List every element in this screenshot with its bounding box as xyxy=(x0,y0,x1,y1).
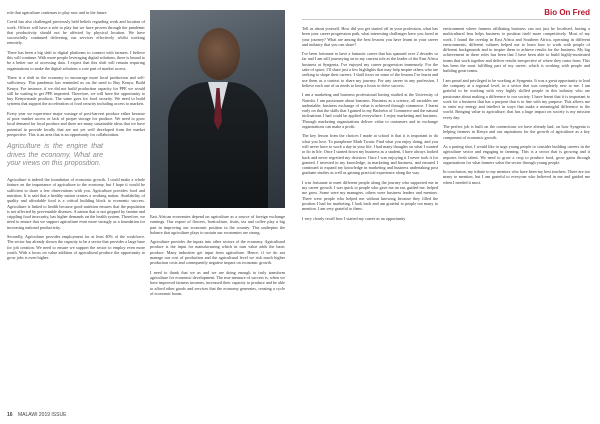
paragraph: I very clearly recall how I started my career as an opportunity xyxy=(302,215,406,221)
paragraph: Secondly, Agriculture provides employment for at least 40% of the workforce. The sector has already shown the capacity to be a sector that provides a large base for job creation. We need to ensure we support the sector to employ even more youth. With a focus on value addition of agricultural produce the opportunity to grow jobs is even higher. xyxy=(7,233,145,261)
pull-quote: Agriculture is the engine that drives the economy. What are your views on this proposition. xyxy=(7,143,103,168)
publication-name: MALAWI 2019 ISSUE xyxy=(17,412,67,418)
paragraph: In conclusion, my tribute to my mentors who have been my best teachers. There are too many to mention, but I am grateful to everyone who believed in me and guided me when I needed it most. xyxy=(443,169,590,185)
paragraph: environment where farmers affiliating business can not just be localised, having a multicultural lens helps business to position itself more competitively. Most of my work, I found the overlap in East Africa and Southern Africa, operating in different environments, different cultures helped me to learn how to work with people of different backgrounds and to inspire them to achieve results for the business. My big achievement in these roles has been that I have been able to build highly-motivated teams that work together and deliver results irrespective of where they come from. This has been the most fulfilling part of my career, which is working with people and building great teams. xyxy=(443,26,590,74)
paragraph: I've been fortunate to have a fantastic career that has spanned over 2 decades so far and I am still journeying on in my current role as the leader of the East Africa business at Syngenta. I've enjoyed my career progression immensely. For the sake of space, I'll share just a few highlights that may help inspire others who are seeking to shape their careers. I shall focus on some of the lessons I've learnt and use them as a context to share my journey. For any career in any profession, I believe each one of us needs to keep a focus to drive success. xyxy=(302,51,438,88)
page-footer xyxy=(7,412,66,418)
paragraph: I am a marketing and business professional having studied at the University of Nairobi. I am passionate about business. Business as a science, all variables are undeniable, business exchange of value is achieved through commerce. I learnt early on that the skills that I gained in my Bachelor of Commerce and the natural inclinations I had could be applied everywhere. I enjoy marketing and business. Through marketing organisations deliver value to customers and in exchange organisations can make a profit. xyxy=(302,92,438,130)
paragraph: Covid has also challenged previously held beliefs regarding work and location of work. Offices will have a role to play but we have proven through the pandemic that productivity should not be affected by physical location. We have successfully continued delivering our services effectively whilst working remotely. xyxy=(7,19,145,46)
paragraph: I was fortunate to meet different people along the journey who supported me in my career growth. I was quick to people who gave me an ear, guided me, helped me grow. Some were my managers, others were business leaders and mentors. There were people who helped me without knowing because they filled the position I had for marketing. I look back and am grateful to people too many to mention. I am very grateful to them. xyxy=(302,179,438,212)
column-1 xyxy=(7,10,145,264)
section-label: Bio On Fred xyxy=(544,8,590,17)
paragraph: The key lesson from the choices I made at school is that it is important to do what you love. To paraphrase Mark Twain: Find what you enjoy doing, and you will never have to work a day in your life. I had many thoughts on what I wanted to do in life. Once I started down my business as a student, I have always looked back and never regretted my decision. Once I was enjoying it I never took it for granted. I invested in my knowledge, in marketing and business, and ensured I continued to expand my knowledge in marketing and business undertaking post graduate studies as well as gaining practical experience along the way. xyxy=(302,133,438,176)
column-2 xyxy=(150,10,285,300)
paragraph: Every year we experience major wastage of post-harvest produce either because of poor market access or lack of proper storage for produce. We need to grow local demand for local produce and there are many sustainable ideas that we have potential to provide locally that are not yet well developed from the market perspective. This is an area that is an opportunity for collaboration. xyxy=(7,110,145,137)
paragraph: East African economies depend on agriculture as a source of foreign exchange earnings. Our export of flowers, horticulture, fruits, tea and coffee play a big part in improving our economic position in the country. This underpins the balance that agriculture plays to sustain our economies are strong. xyxy=(150,214,285,235)
paragraph: There is a shift in the economy to encourage more local production and self-sufficiency. This pandemic has reminded us on the need to Buy Kenya, Build Kenya. For instance, if we did not build production capacity for PPE we would still be waiting to get PPE imported. Therefore, we will have the opportunity to buy Kenya-made products. The same goes for food security. We need to build systems that support the acceleration of food security including access to markets. xyxy=(7,74,145,107)
paragraph: Agriculture provides the inputs into other sectors of the economy. Agricultural produce is the input for manufacturing which in turn value adds the basic produce. Many industries get input from agriculture. Hence, if we do not manage our cost of production and the agricultural level we risk much higher production costs and consequently negative impact on economic growth. xyxy=(150,239,285,266)
paragraph: There has been a big shift to digital platforms to connect with farmers. I believe this will continue. With more people leveraging digital solutions, there is bound to be a better use of accessing data. I expect that this shift will remain requiring organisations to make the digital solutions a core part of market access. xyxy=(7,49,145,71)
column-3 xyxy=(302,26,438,225)
page-number: 16 xyxy=(7,412,13,418)
header-rule xyxy=(302,19,590,20)
paragraph: I need to thank that we as and we are doing enough to truly transform agriculture for economic development. The true measure of success is, when we have improved farmers incomes, increased their capacity to produce and be able to afford other goods and services that the economy generates, creating a cycle of economic boom. xyxy=(150,269,285,296)
paragraph: role that agriculture continues to play now and in the future. xyxy=(7,10,108,15)
paragraph: Agriculture is indeed the foundation of economic growth. I could make a whole feature on the importance of agriculture to the economy, but I hope it would be sufficient to share a few observations with you. Agriculture provides food and nutrition. It is said that a healthy nation creates a working nation. Availability of quality and affordable food is a critical building block to economic success. Agriculture is linked to health because good nutrition ensures that the population is not affected by preventable diseases. A nation that is not gripped by famine and crippling food insecurity, has higher demands on the health system. Therefore, we need to ensure that we support agriculture even more strongly as a foundation for increasing national productivity. xyxy=(7,177,145,230)
paragraph: Tell us about yourself. How did you get started off in your profession, what has been your career progression path, what interesting challenges have you faced in your journey? What are among the best lessons you have learnt in your career and industry that you can share? xyxy=(302,26,438,47)
portrait-head xyxy=(198,28,240,80)
column-4 xyxy=(443,26,590,189)
paragraph: As a parting shot, I would like to urge young people to consider building careers in the agriculture sector and engaging in farming. This is a sector that is growing and it requires fresh talent. We need to grow a crop to produce food, grow gains through organisations for what farmers value the sector through young people. xyxy=(443,143,590,165)
paragraph: I am proud and privileged to be working at Syngenta. It was a great opportunity to lead the company at a regional level, in a sector that was completely new to me. I am grateful to be working with very highly skilled people in this industry who are passionate about making a difference to our society. I have learnt that it is important to work for a business that has a purpose that is in line with my purpose. This allows me to enter my energy and intellect in ways that make a meaningful difference to the world. Bringing value to agriculture, that has a huge impact on society is my mission every day. xyxy=(443,77,590,120)
paragraph: The perfect job is built on the connections we have already had, on how Syngenta is helping farmers in Kenya and our aspirations for the growth of agriculture as a key component of economic growth. xyxy=(443,124,590,140)
portrait-photo xyxy=(150,10,285,208)
